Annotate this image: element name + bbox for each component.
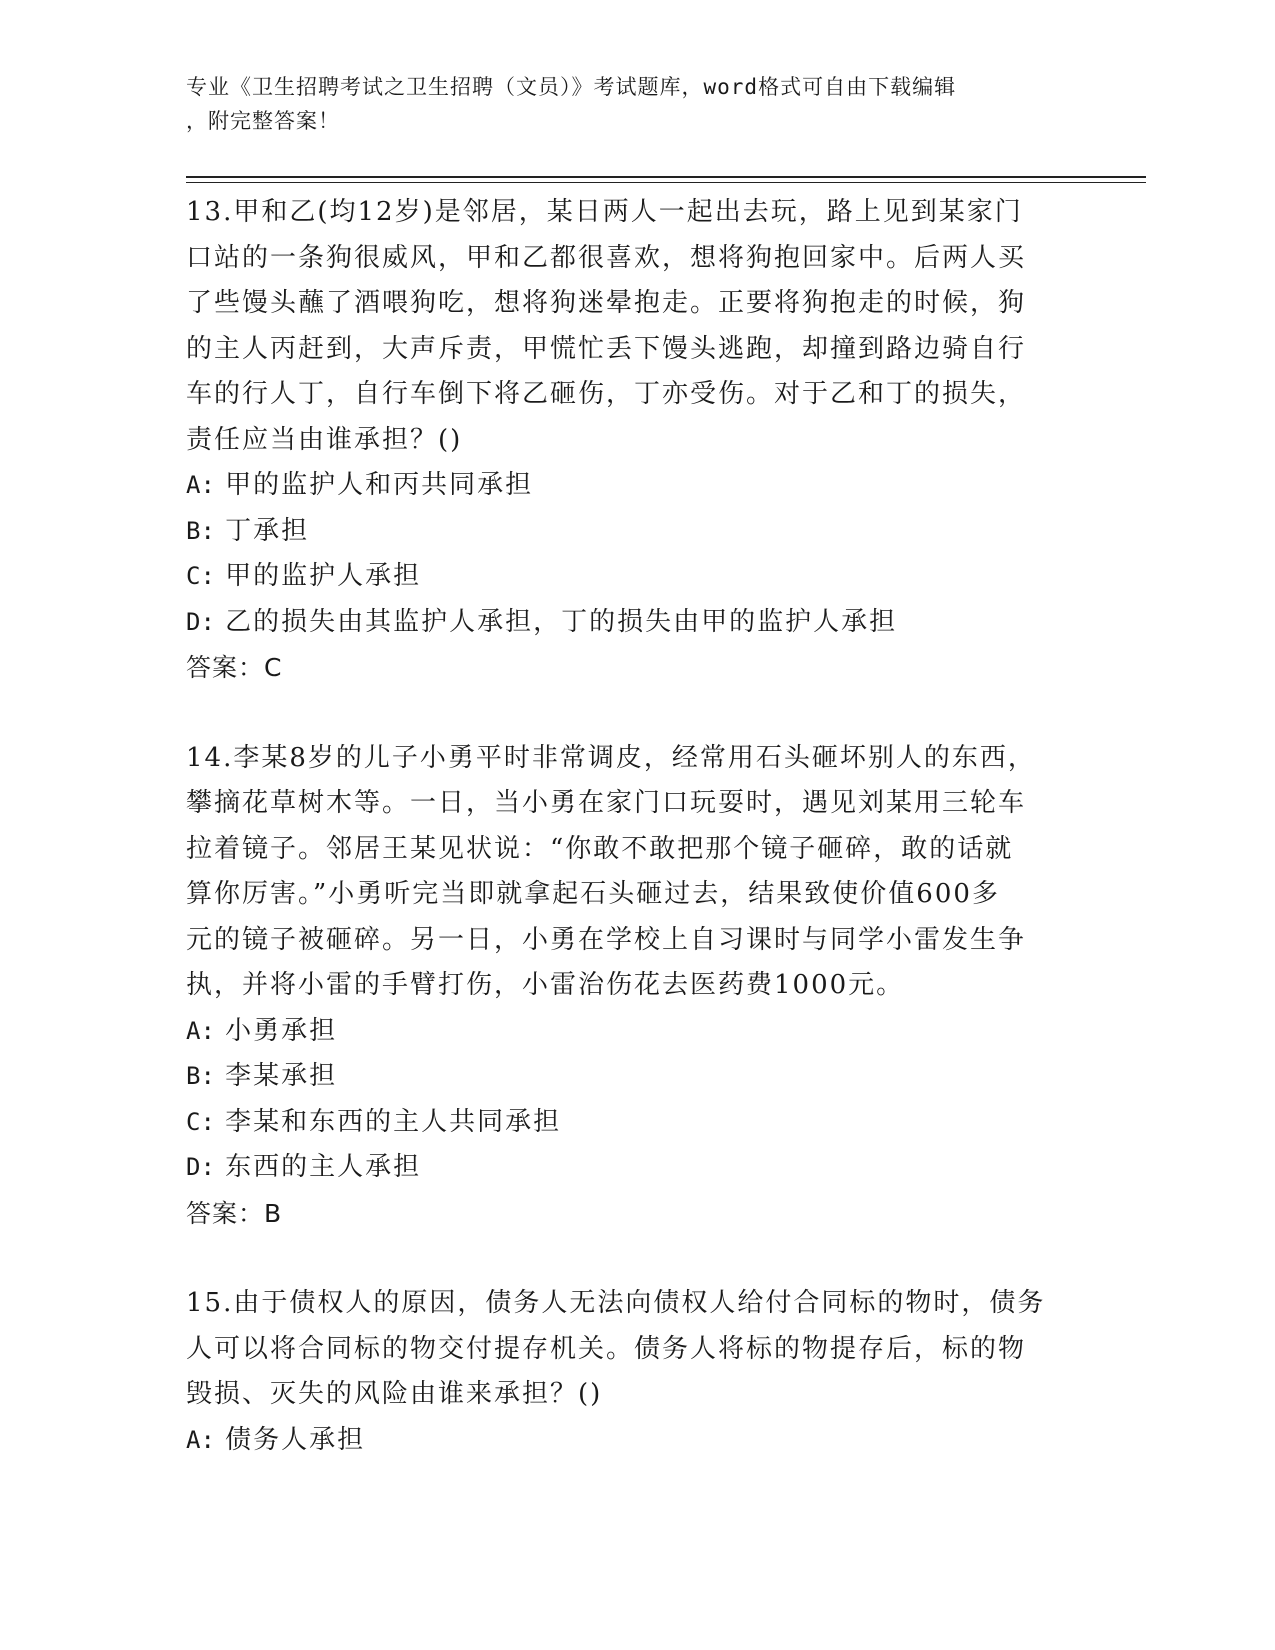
- document-header: [186, 70, 1066, 138]
- question-stem-line: 拉着镜子。邻居王某见状说：“你敢不敢把那个镜子砸碎，敢的话就: [186, 833, 1014, 864]
- option-c: [186, 554, 1066, 600]
- question-stem-line: 了些馒头蘸了酒喂狗吃，想将狗迷晕抱走。正要将狗抱走的时候，狗: [186, 288, 1027, 318]
- question-stem-line: 人可以将合同标的物交付提存机关。债务人将标的物提存后，标的物: [186, 1333, 1027, 1364]
- option-key: A:: [186, 471, 215, 499]
- question-stem-line: 15.由于债权人的原因，债务人无法向债权人给付合同标的物时，债务: [186, 1288, 1046, 1318]
- option-b: [186, 509, 1066, 555]
- option-key: C:: [186, 1107, 215, 1136]
- option-text: 李某和东西的主人共同承担: [225, 1106, 562, 1137]
- option-text: 甲的监护人和丙共同承担: [225, 470, 534, 500]
- question-stem-line: 14.李某8岁的儿子小勇平时非常调皮，经常用石头砸坏别人的东西，: [186, 742, 1036, 773]
- header-divider-thick: [186, 176, 1146, 178]
- option-key: B:: [186, 516, 215, 545]
- question-stem-line: 算你厉害。”小勇听完当即就拿起石头砸过去，结果致使价值600多: [186, 879, 1000, 909]
- header-divider-thin: [186, 182, 1146, 183]
- question-stem-line: 毁损、灭失的风险由谁来承担？(): [186, 1379, 603, 1409]
- question-13: [186, 190, 1066, 691]
- question-stem-line: 元的镜子被砸碎。另一日，小勇在学校上自习课时与同学小雷发生争: [186, 924, 1027, 955]
- option-key: A:: [186, 1016, 215, 1045]
- option-text: 债务人承担: [225, 1424, 366, 1455]
- option-text: 李某承担: [225, 1061, 338, 1091]
- question-stem-line: 的主人丙赶到，大声斥责，甲慌忙丢下馒头逃跑，却撞到路边骑自行: [186, 333, 1027, 364]
- question-14: [186, 736, 1066, 1237]
- option-key: C:: [186, 562, 215, 590]
- option-key: B:: [186, 1062, 215, 1090]
- question-stem-line: 责任应当由谁承担？(): [186, 424, 463, 455]
- option-text: 东西的主人承担: [225, 1152, 422, 1182]
- option-a: [186, 1418, 1066, 1464]
- option-key: D:: [186, 1153, 215, 1181]
- question-stem-line: 攀摘花草树木等。一日，当小勇在家门口玩耍时，遇见刘某用三轮车: [186, 788, 1027, 818]
- option-a: [186, 463, 1066, 509]
- question-stem-line: 13.甲和乙(均12岁)是邻居，某日两人一起出去玩，路上见到某家门: [186, 197, 1023, 227]
- option-text: 小勇承担: [225, 1015, 338, 1046]
- option-c: [186, 1100, 1066, 1146]
- option-text: 丁承担: [225, 515, 310, 546]
- question-15: [186, 1281, 1066, 1463]
- answer-line: 答案：B: [186, 1198, 283, 1228]
- option-b: [186, 1054, 1066, 1100]
- option-text: 乙的损失由其监护人承担，丁的损失由甲的监护人承担: [225, 606, 898, 637]
- answer-line: 答案：C: [186, 653, 283, 682]
- question-list: [186, 190, 1066, 1463]
- header-line-1: 专业《卫生招聘考试之卫生招聘（文员）》考试题库，word格式可自由下载编辑: [186, 75, 957, 99]
- option-d: [186, 1145, 1066, 1191]
- option-text: 甲的监护人承担: [225, 561, 422, 591]
- option-key: A:: [186, 1425, 215, 1454]
- option-a: [186, 1009, 1066, 1055]
- question-stem-line: 口站的一条狗很威风，甲和乙都很喜欢，想将狗抱回家中。后两人买: [186, 242, 1027, 273]
- question-spacer: [186, 691, 1066, 736]
- question-stem-line: 执，并将小雷的手臂打伤，小雷治伤花去医药费1000元。: [186, 970, 905, 1000]
- header-line-2: ，附完整答案！: [186, 109, 340, 133]
- question-spacer: [186, 1236, 1066, 1281]
- option-key: D:: [186, 607, 215, 636]
- option-d: [186, 600, 1066, 646]
- question-stem-line: 车的行人丁，自行车倒下将乙砸伤，丁亦受伤。对于乙和丁的损失，: [186, 379, 1027, 409]
